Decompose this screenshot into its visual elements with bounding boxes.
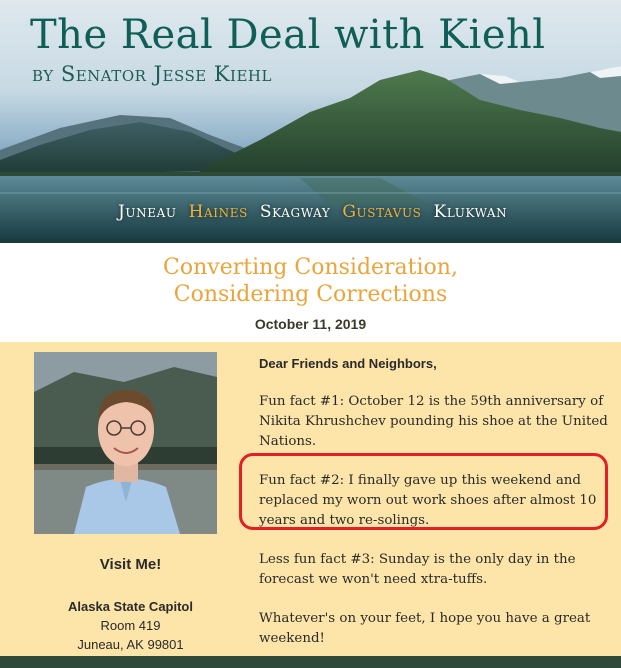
letter-closing: Whatever's on your feet, I hope you have a great weekend! <box>259 611 591 646</box>
visit-me-heading: Visit Me! <box>99 556 162 573</box>
fun-fact-1: Fun fact #1: October 12 is the 59th anniversary of Nikita Khrushchev pounding his shoe at the United Nations. <box>259 394 608 449</box>
address-room: Room 419 <box>100 618 161 633</box>
town-klukwan: Klukwan <box>433 202 508 222</box>
town-haines: Haines <box>188 202 248 222</box>
newsletter-date: October 11, 2019 <box>254 316 367 332</box>
headline-line-1: Converting Consideration, <box>163 255 458 280</box>
town-list <box>118 202 513 222</box>
headline-section <box>0 243 621 342</box>
town-skagway: Skagway <box>259 202 331 222</box>
town-juneau: Juneau <box>118 202 177 222</box>
address-building: Alaska State Capitol <box>68 599 193 614</box>
banner-subtitle: by Senator Jesse Kiehl <box>32 62 272 86</box>
address-city: Juneau, AK 99801 <box>77 637 184 652</box>
senator-portrait-image <box>34 352 217 534</box>
town-gustavus: Gustavus <box>342 202 422 222</box>
newsletter-headline <box>0 254 621 308</box>
letter-greeting: Dear Friends and Neighbors, <box>259 356 437 371</box>
fun-fact-2: Fun fact #2: I finally gave up this weekend and replaced my worn out work shoes after almost 10 years and two re-solings. <box>259 473 597 528</box>
banner-title: The Real Deal with Kiehl <box>30 12 546 58</box>
office-address <box>34 597 227 654</box>
highlight-annotation-box <box>239 453 608 530</box>
newsletter-body <box>0 342 621 656</box>
header-banner <box>0 0 621 243</box>
headline-line-2: Considering Corrections <box>173 282 448 307</box>
fun-fact-3: Less fun fact #3: Sunday is the only day in the forecast we won't need xtra-tuffs. <box>259 552 576 587</box>
